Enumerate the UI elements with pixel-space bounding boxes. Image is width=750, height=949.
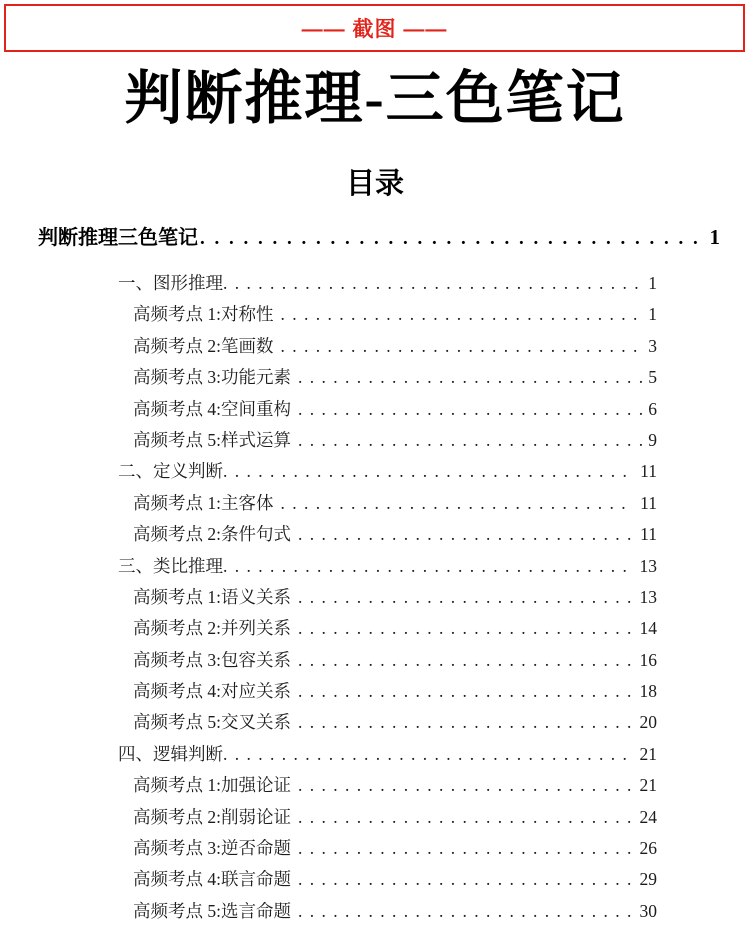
toc-entry-page: 5 xyxy=(648,367,657,388)
toc-entry-page: 13 xyxy=(639,555,657,576)
toc-entry[interactable] xyxy=(133,488,657,519)
toc-entry-page: 21 xyxy=(639,775,657,796)
toc-entry-page: 20 xyxy=(639,712,657,733)
toc-entry-page: 16 xyxy=(639,649,657,670)
screenshot-banner-label: —— 截图 —— xyxy=(301,18,448,41)
toc-entry-page: 11 xyxy=(640,492,657,513)
toc-entry-label: 高频考点 3:功能元素 xyxy=(133,367,291,388)
toc-entry[interactable] xyxy=(133,676,657,707)
toc-entry-label: 高频考点 3:包容关系 xyxy=(133,649,291,670)
toc-leader-dots xyxy=(298,582,634,613)
toc-entry[interactable] xyxy=(133,394,657,425)
toc-entry[interactable] xyxy=(133,770,657,801)
toc-entry-label: 高频考点 4:对应关系 xyxy=(133,681,291,702)
screenshot-banner xyxy=(4,4,745,52)
toc-entry-label: 二、定义判断 xyxy=(118,461,223,482)
toc-leader-dots xyxy=(281,331,643,362)
toc-entry-page: 1 xyxy=(648,304,657,325)
toc-entry[interactable] xyxy=(118,268,657,299)
toc-heading: 目录 xyxy=(345,168,404,200)
toc-entry-page: 18 xyxy=(639,681,657,702)
toc-entry-page: 30 xyxy=(639,900,657,921)
toc-entry-page: 9 xyxy=(648,429,657,450)
toc-leader-dots xyxy=(298,864,634,895)
toc-leader-dots xyxy=(223,456,634,487)
toc-entry-label: 高频考点 5:选言命题 xyxy=(133,900,291,921)
toc-leader-dots xyxy=(281,299,643,330)
toc-leader-dots xyxy=(298,896,634,927)
toc-entry-page: 29 xyxy=(639,869,657,890)
toc-entry-page: 21 xyxy=(639,743,657,764)
toc-entry-label: 高频考点 2:笔画数 xyxy=(133,335,274,356)
toc-entry[interactable] xyxy=(133,707,657,738)
toc-entry[interactable] xyxy=(133,864,657,895)
toc-entry-page: 14 xyxy=(639,618,657,639)
toc-entry[interactable] xyxy=(133,331,657,362)
toc-root-entry[interactable] xyxy=(38,222,720,254)
toc-entry[interactable] xyxy=(118,551,657,582)
toc-entry-label: 高频考点 1:对称性 xyxy=(133,304,274,325)
toc-entry-label: 高频考点 5:交叉关系 xyxy=(133,712,291,733)
toc-entry-label: 高频考点 2:并列关系 xyxy=(133,618,291,639)
toc-entry-label: 高频考点 2:条件句式 xyxy=(133,524,291,545)
toc-entry[interactable] xyxy=(133,362,657,393)
toc-entry-label: 一、图形推理 xyxy=(118,273,223,293)
toc-leader-dots xyxy=(298,362,642,393)
toc-leader-dots xyxy=(200,223,702,254)
toc-entry-page: 1 xyxy=(709,225,720,249)
toc-entry[interactable] xyxy=(118,456,657,487)
toc-entry[interactable] xyxy=(133,299,657,330)
toc-entry-label: 判断推理三色笔记 xyxy=(38,227,198,249)
toc-leader-dots xyxy=(223,268,642,299)
toc-entry-label: 三、类比推理 xyxy=(118,555,223,576)
toc-entry-label: 高频考点 3:逆否命题 xyxy=(133,838,291,859)
toc-entry-label: 高频考点 4:联言命题 xyxy=(133,869,291,890)
toc-leader-dots xyxy=(298,802,634,833)
toc-list xyxy=(0,268,750,927)
toc-entry-label: 高频考点 4:空间重构 xyxy=(133,398,291,419)
toc-entry-page: 26 xyxy=(639,838,657,859)
toc-leader-dots xyxy=(298,394,642,425)
toc-entry[interactable] xyxy=(133,613,657,644)
toc-leader-dots xyxy=(281,488,635,519)
toc-entry[interactable] xyxy=(133,645,657,676)
toc-leader-dots xyxy=(298,770,634,801)
toc-entry-label: 高频考点 2:削弱论证 xyxy=(133,806,291,827)
toc-leader-dots xyxy=(298,833,634,864)
toc-leader-dots xyxy=(298,613,634,644)
toc-entry-label: 高频考点 5:样式运算 xyxy=(133,429,291,450)
page-title: 判断推理-三色笔记 xyxy=(124,66,626,131)
toc-leader-dots xyxy=(223,551,634,582)
toc-leader-dots xyxy=(223,739,634,770)
toc-leader-dots xyxy=(298,707,634,738)
toc-entry-page: 3 xyxy=(648,335,657,356)
toc-entry-page: 13 xyxy=(639,586,657,607)
toc-entry-label: 高频考点 1:语义关系 xyxy=(133,586,291,607)
toc-entry-page: 24 xyxy=(639,806,657,827)
toc-entry[interactable] xyxy=(133,582,657,613)
toc-entry[interactable] xyxy=(133,519,657,550)
toc-entry-label: 高频考点 1:加强论证 xyxy=(133,775,291,796)
toc-entry[interactable] xyxy=(133,425,657,456)
toc-entry[interactable] xyxy=(118,739,657,770)
toc-entry[interactable] xyxy=(133,833,657,864)
toc-entry-label: 四、逻辑判断 xyxy=(118,743,223,764)
toc-entry-page: 11 xyxy=(640,524,657,545)
toc-entry[interactable] xyxy=(133,802,657,833)
toc-entry-label: 高频考点 1:主客体 xyxy=(133,492,274,513)
toc-leader-dots xyxy=(298,519,634,550)
toc-entry-page: 1 xyxy=(648,273,657,293)
toc-entry[interactable] xyxy=(133,896,657,927)
toc-entry-page: 11 xyxy=(640,461,657,482)
toc-leader-dots xyxy=(298,425,642,456)
toc-entry-page: 6 xyxy=(648,398,657,419)
toc-leader-dots xyxy=(298,645,634,676)
toc-leader-dots xyxy=(298,676,634,707)
